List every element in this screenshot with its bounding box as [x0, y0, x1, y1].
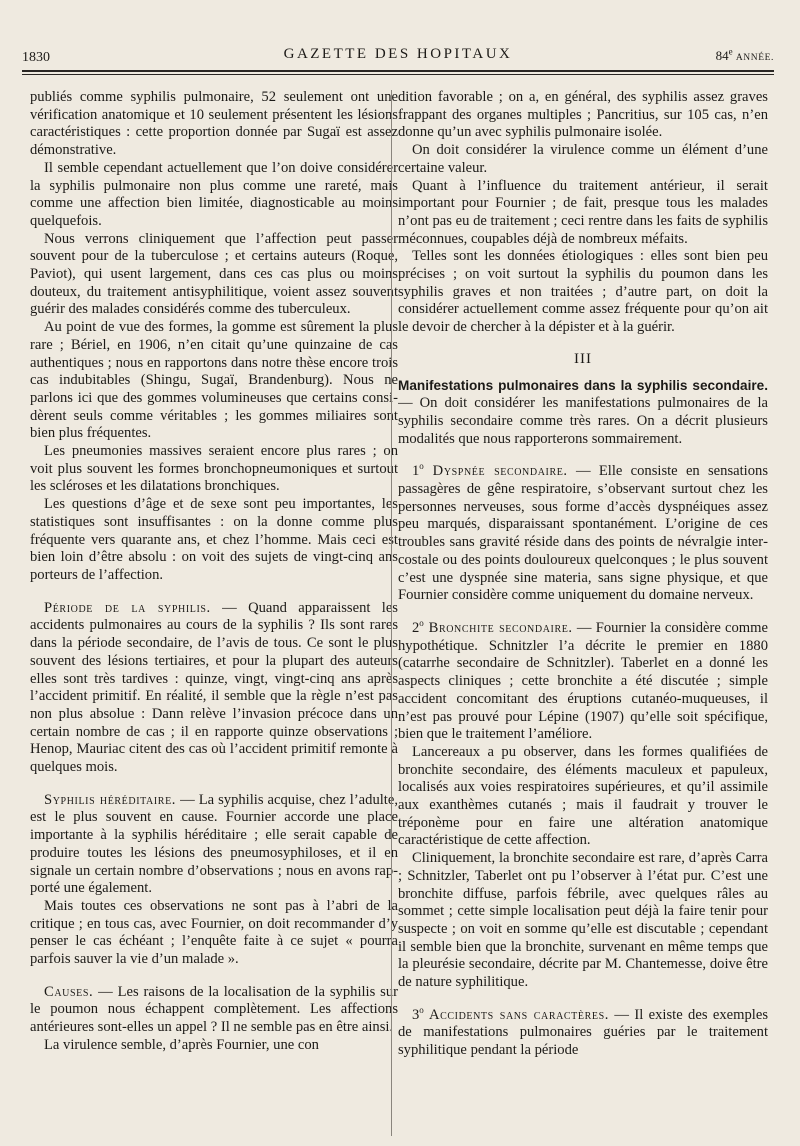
- paragraph: Lancereaux a pu observer, dans les formes qualifiées de bronchite secondaire, des éléments maculeux et papuleux, localisés aux voies respiratoires supérieures, et qu’il assimile aux exanthèmes cutanés ; mais il faudrait y trouver le tréponème pour en faire une altération anatomique caractéristique de cette affection.: [398, 743, 768, 849]
- paragraph-item-3: [398, 1004, 768, 1060]
- header-rule-thick: [22, 70, 774, 72]
- paragraph: publiés comme syphilis pulmonaire, 52 seulement ont une vérification anatomique et 10 seulement présentent les lésions caractéristiques : cette proportion donnée par Sugaï est assez démonstrative.: [30, 89, 398, 159]
- run-in-heading: Accidents sans caractères.: [423, 1006, 609, 1023]
- section-title: Manifestations pulmonaires dans la syphilis secondaire.: [398, 377, 768, 393]
- paragraph-text: — Elle consiste en sensations passagères de gêne respiratoire, s’observant surtout chez les personnes nerveuses, sous forme d’accès dyspnéiques assez peu marqués, disparaissant spontanément. L’origine de ces troubles sans gravité réside dans des points de névralgie intercostale ou des points douloureux quelconques ; le plus souvent c’est une dyspnée sine materia, sans signe physique, et que Fournier considère comme uniquement du domaine nerveux.: [398, 463, 768, 604]
- paragraph-text: — La syphilis acquise, chez l’adulte, est le plus souvent en cause. Fournier accorde une place importante à la syphilis héréditaire ; elle serait capable de produire toutes les lésions des pneumosyphiloses, et il en signale un certain nombre d’observations ; nous en avons rapporté une également.: [30, 791, 398, 897]
- paragraph: dition favorable ; on a, en général, des syphilis assez graves frappant des organes multiples ; Pancritius, sur 105 cas, n’en donne qu’un avec syphilis pulmonaire isolée.: [398, 89, 768, 141]
- paragraph: Mais toutes ces observations ne sont pas à l’abri de la critique ; en tous cas, avec Fournier, on doit recommander d’y penser le cas échéant ; l’enquête faite à ce sujet « pourra parfois sauver la vie d’un malade ».: [30, 897, 398, 968]
- paragraph: On doit considérer la virulence comme un élément d’une certaine valeur.: [398, 142, 768, 176]
- paragraph-causes: [30, 984, 398, 1037]
- paragraph: Il semble cependant actuellement que l’on doive considérer la syphilis pulmonaire non plus comme une rareté, mais comme une affection bien limitée, diagnosticable au moins quelquefois.: [30, 159, 398, 229]
- run-in-heading: Syphilis héréditaire.: [44, 791, 177, 808]
- paragraph-text: — Quand apparaissent les accidents pulmonaires au cours de la syphilis ? Ils sont rares dans la période secondaire, de l’avis de tous. Ce sont le plus souvent des lésions tertiaires, et pour la plupart des auteurs elles sont très tardives : quinze, vingt, vingt-cinq ans après l’accident primitif. En réalité, il semble que la règle n’est pas non plus absolue : Dann relève l’invasion précoce dans un certain nombre de cas ; il en rapporte quinze observations ; Henop, Mauriac citent des cas où l’accident primitif remonte à quelques mois.: [30, 599, 398, 776]
- item-number: 2: [412, 619, 420, 636]
- paragraph-item-1: [398, 463, 768, 605]
- year-number: 84: [715, 48, 729, 63]
- running-header: [22, 44, 774, 68]
- item-number: 3: [412, 1006, 420, 1023]
- paragraph-heredite: [30, 792, 398, 898]
- paragraph-periode: [30, 600, 398, 777]
- paragraph-text: — Fournier la considère comme hypothétique. Schnitzler l’a décrite le premier en 1880 (catarrhe secondaire de Schnitzler). Taberlet en a donné les aspects cliniques ; cette bronchite a été discutée ; simple accident concomitant des éruptions cutanéo-muqueuses, il n’est pas prouvé pour Lépine (1907) qu’elle soit spécifique, bien que le traitement l’améliore.: [398, 619, 768, 743]
- run-in-heading: Bronchite secondaire.: [423, 619, 573, 636]
- paragraph: Au point de vue des formes, la gomme est sûrement la plus rare ; Bériel, en 1906, n’en citait qu’une quinzaine de cas authentiques ; nous en rapportons dans notre thèse encore trois cas indubitables (Shingu, Sugaï, Brandenburg). Nous ne parlons ici que des gommes volumineuses que certains considèrent seuls comme véritables ; les gommes miliaires sont bien plus fréquentes.: [30, 319, 398, 442]
- journal-title: GAZETTE DES HOPITAUX: [283, 46, 513, 62]
- paragraph: Cliniquement, la bronchite secondaire est rare, d’après Carra ; Schnitzler, Taberlet ont pu l’observer à l’état pur. C’est une bronchite diffuse, parfois fébrile, avec quelques râles au sommet ; cette simple localisation peut déjà la faire tenir pour suspecte ; on voit en somme qu’elle est discutable ; cependant il semble bien que la bronchite, survenant en même temps que la pleurésie secondaire, décrite par M. Chantemesse, doive être de nature syphilitique.: [398, 850, 768, 991]
- header-rule-thin: [22, 74, 774, 75]
- left-column: [30, 89, 398, 1139]
- right-column: [398, 89, 768, 1139]
- run-in-heading: Dyspnée secondaire.: [423, 463, 568, 480]
- year-superscript: e: [728, 46, 733, 57]
- year-label: [716, 48, 774, 64]
- paragraph-section: [398, 377, 768, 449]
- item-number: 1: [412, 463, 420, 480]
- item-ordinal: o: [419, 461, 424, 472]
- paragraph: Les pneumonies massives seraient encore plus rares ; on voit plus souvent les formes bronchopneumoniques et surtout les scléroses et les dilatations bronchiques.: [30, 443, 398, 495]
- paragraph: Telles sont les données étiologiques : elles sont bien peu précises ; on voit surtout la syphilis du poumon dans les syphilis graves et non traitées ; d’autre part, on doit la considérer actuellement comme assez fréquente pour qu’on ait le devoir de chercher à la dépister et à la guérir.: [398, 248, 768, 336]
- item-ordinal: o: [419, 618, 424, 629]
- paragraph: Les questions d’âge et de sexe sont peu importantes, les statistiques sont insuffisantes : on la donne comme plus fréquente vers quarante ans, et chez l’homme. Mais ceci est bien loin d’être absolu : on voit des sujets de vingt-cinq ans porteurs de l’affection.: [30, 496, 398, 583]
- section-number: III: [574, 350, 592, 367]
- paragraph: Nous verrons cliniquement que l’affection peut passer souvent pour de la tuberculose ; et certains auteurs (Roque, Paviot), qui usent largement, dans ces cas plus ou moins douteux, du traitement antisyphilitique, voient assez souvent guérir des malades considérés comme des tuberculeux.: [30, 230, 398, 318]
- paragraph-item-2: [398, 620, 768, 744]
- run-in-heading: Causes.: [44, 983, 94, 1000]
- run-in-heading: Période de la syphilis.: [44, 599, 211, 616]
- paragraph: Quant à l’influence du traitement antérieur, il serait important pour Fournier ; de fait, presque tous les malades n’ont pas eu de traitement ; ceci rentre dans les faits de syphilis méconnues, coupables déjà de nombreux méfaits.: [398, 177, 768, 247]
- year-word: ANNÉE.: [735, 53, 774, 63]
- paragraph-text: — Les raisons de la localisation de la syphilis sur le poumon nous échappent complètement. Les affections antérieures sont-elles un appel ? Il ne semble pas en être ainsi.: [30, 983, 398, 1036]
- page-number: 1830: [22, 50, 50, 65]
- paragraph: La virulence semble, d’après Fournier, une con: [44, 1036, 319, 1053]
- paragraph-text: — Il existe des exemples de manifestations pulmonaires guéries par le traitement syphilitique pendant la période: [398, 1006, 768, 1059]
- column-divider: [391, 90, 392, 1136]
- paragraph-text: — On doit considérer les manifestations pulmonaires de la syphilis secondaire comme très rares. On a décrit plusieurs modalités que nous rapporterons sommairement.: [398, 395, 768, 447]
- item-ordinal: o: [419, 1004, 424, 1015]
